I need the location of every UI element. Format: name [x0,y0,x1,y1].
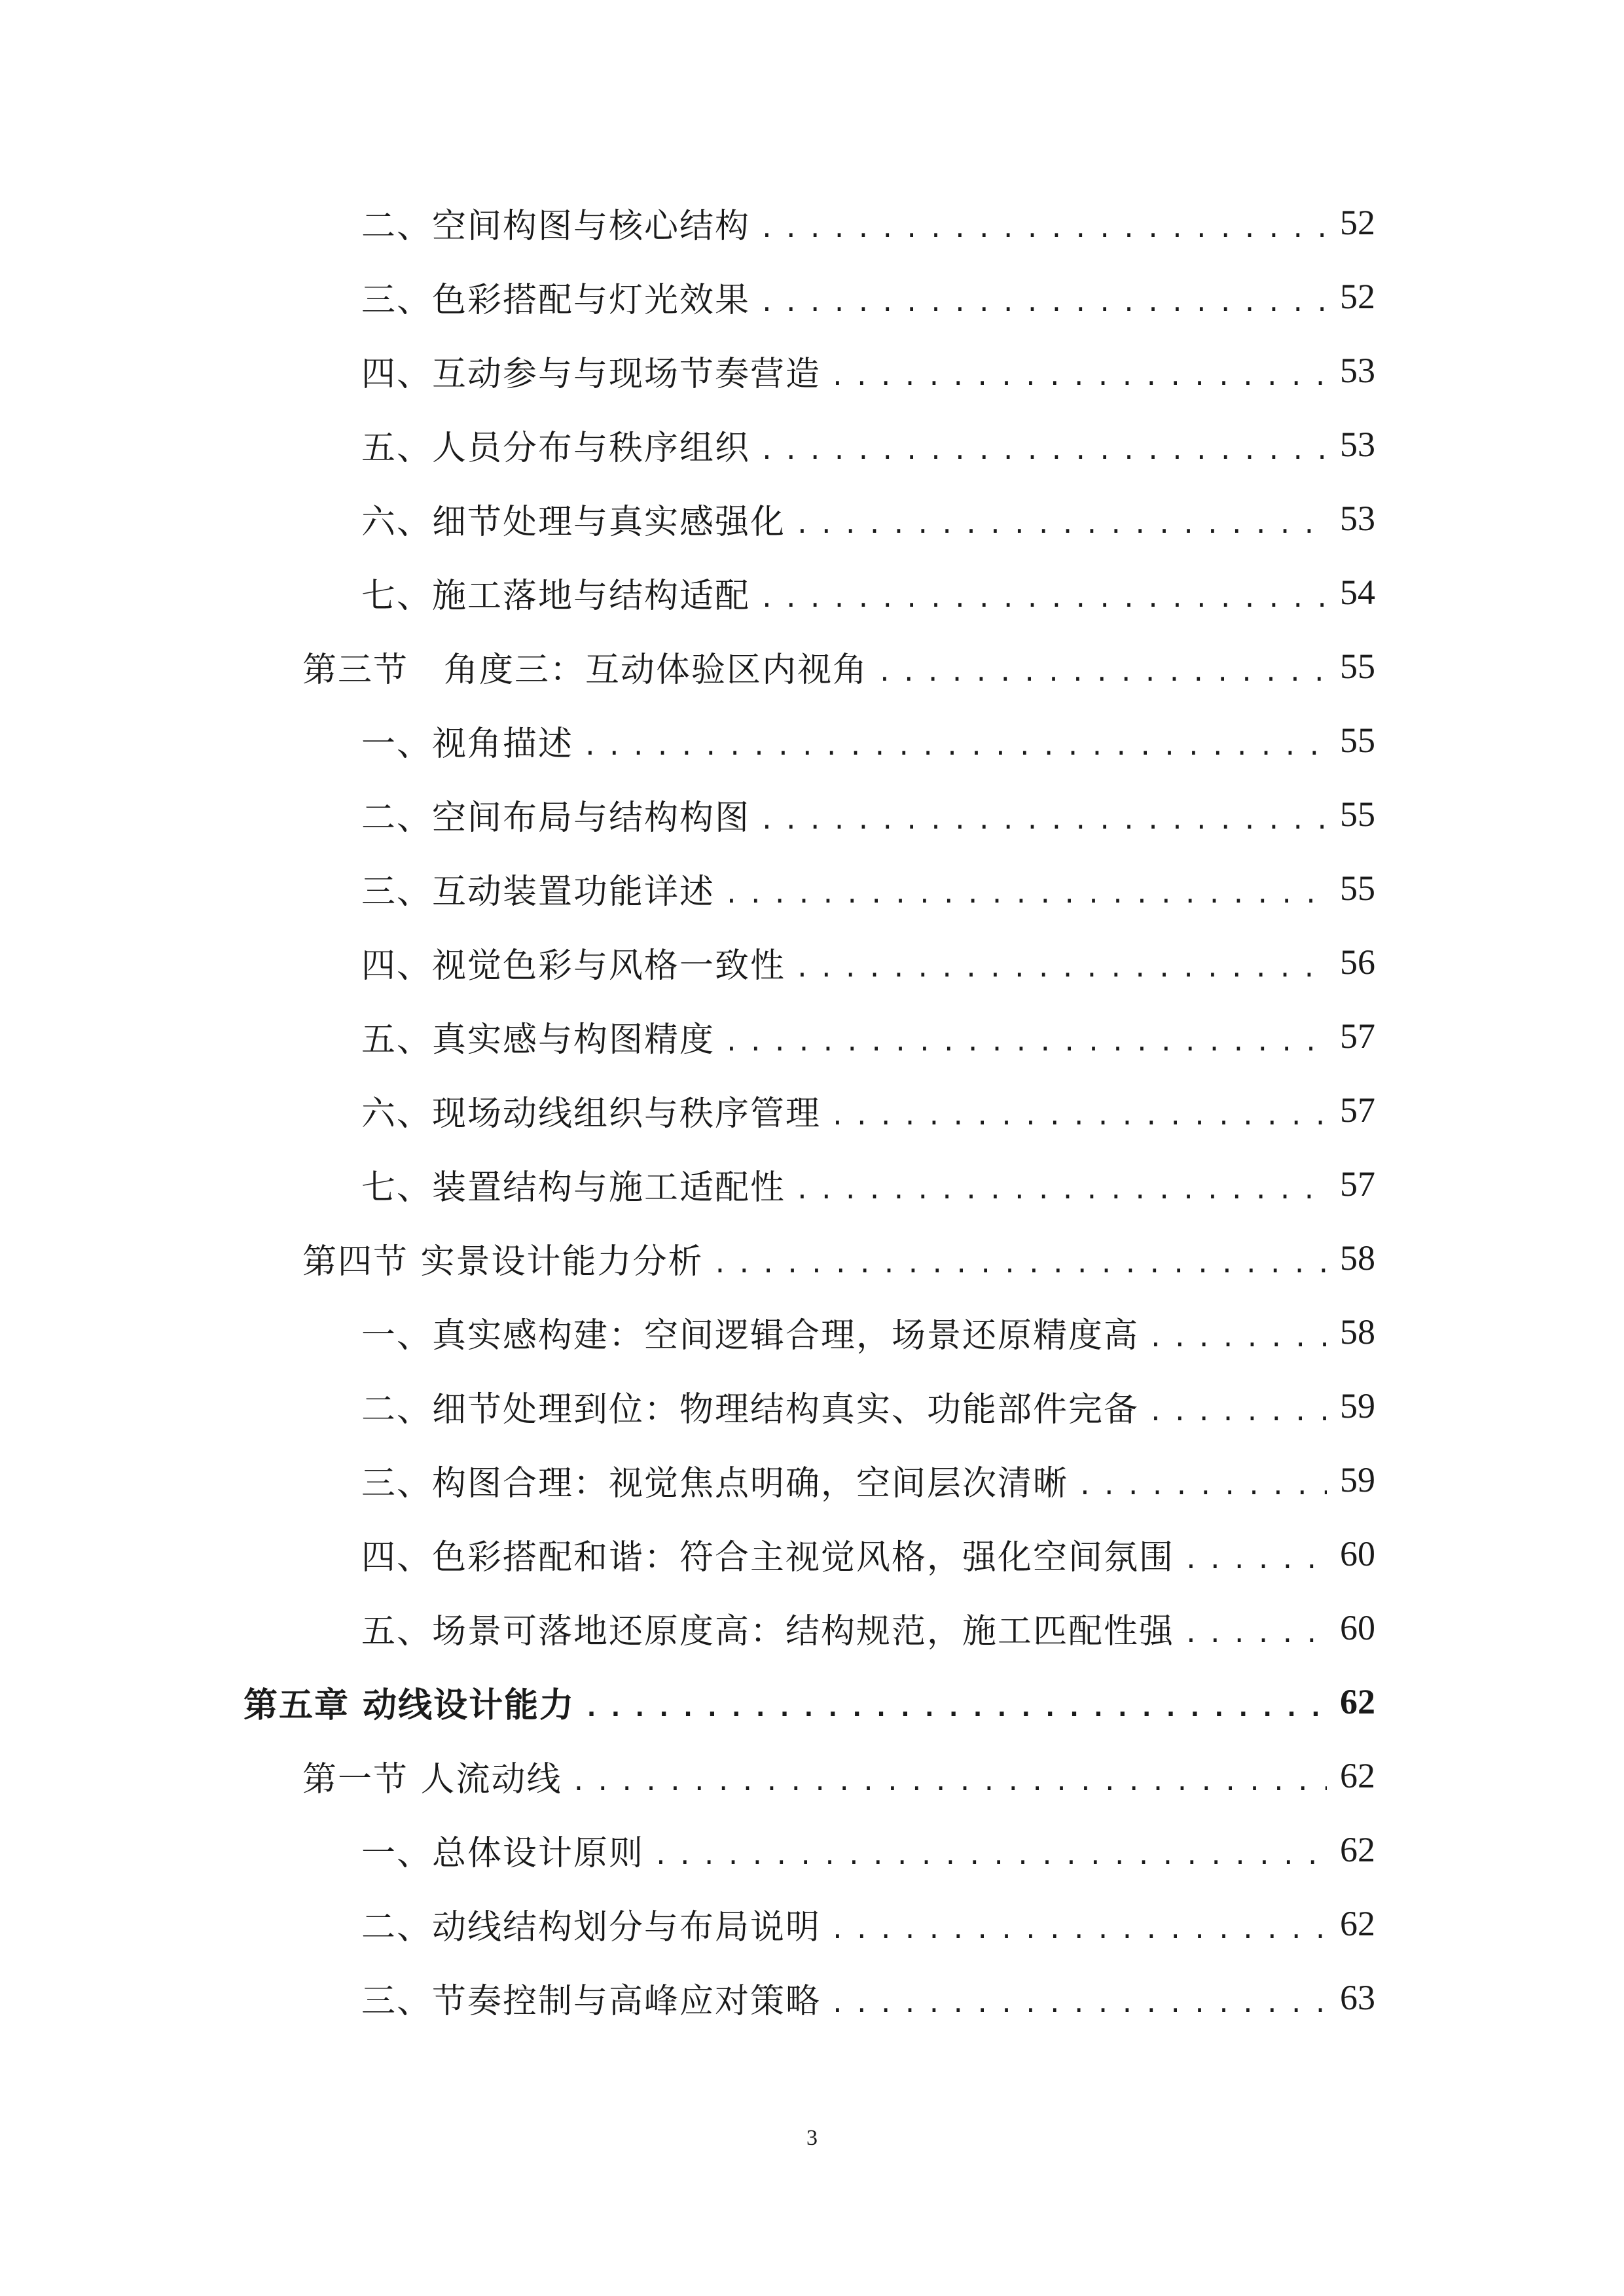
toc-entry-title: 二、动线结构划分与布局说明 [361,1907,821,1947]
toc-entry[interactable] [361,193,1375,252]
toc-entry[interactable] [361,1007,1375,1066]
toc-entry-title: 第四节 实景设计能力分析 [302,1242,704,1282]
toc-entry-title: 一、真实感构建：空间逻辑合理，场景还原精度高 [361,1316,1140,1355]
toc-entry-title: 六、细节处理与真实感强化 [361,502,786,542]
toc-entry-page: 59 [1340,1386,1375,1426]
toc-entry-page: 52 [1340,203,1375,242]
toc-entry-page: 58 [1340,1238,1375,1278]
toc-entry[interactable] [361,1894,1375,1953]
toc-entry-page: 53 [1340,425,1375,464]
toc-entry-page: 53 [1340,351,1375,390]
toc-section-entry[interactable] [302,1746,1375,1805]
dot-leader [759,796,1327,833]
dot-leader [724,1018,1327,1054]
toc-entry[interactable] [361,1820,1375,1879]
toc-entry-page: 63 [1340,1978,1375,2017]
dot-leader [759,204,1327,241]
dot-leader [571,1757,1327,1794]
dot-leader [1148,1314,1327,1350]
toc-entry[interactable] [361,267,1375,326]
toc-entry-title: 四、视觉色彩与风格一致性 [361,946,786,986]
dot-leader [713,1240,1327,1276]
toc-entry[interactable] [361,785,1375,844]
dot-leader [795,500,1327,537]
toc-entry[interactable] [361,1081,1375,1139]
toc-entry-page: 57 [1340,1090,1375,1130]
toc-entry[interactable] [361,1598,1375,1657]
toc-entry-title: 五、真实感与构图精度 [361,1020,715,1060]
toc-entry[interactable] [361,1968,1375,2027]
dot-leader [759,426,1327,463]
dot-leader [830,352,1327,389]
toc-entry-page: 57 [1340,1164,1375,1204]
toc-entry[interactable] [361,1376,1375,1435]
toc-entry[interactable] [361,563,1375,622]
toc-entry[interactable] [361,859,1375,918]
toc-entry-title: 三、节奏控制与高峰应对策略 [361,1981,821,2021]
toc-entry-title: 七、装置结构与施工适配性 [361,1168,786,1208]
dot-leader [1148,1388,1327,1424]
toc-entry-page: 60 [1340,1608,1375,1647]
page-number: 3 [806,2126,818,2150]
toc-entry-page: 52 [1340,277,1375,316]
toc-entry-page: 55 [1340,647,1375,686]
toc-entry-title: 三、构图合理：视觉焦点明确，空间层次清晰 [361,1463,1069,1503]
toc-entry-page: 62 [1340,1682,1375,1721]
toc-entry-title: 四、色彩搭配和谐：符合主视觉风格，强化空间氛围 [361,1537,1175,1577]
toc-entry-page: 55 [1340,869,1375,908]
toc-entry-title: 一、视角描述 [361,724,574,764]
toc-entry-page: 58 [1340,1312,1375,1352]
toc-entry-page: 62 [1340,1756,1375,1795]
toc-entry[interactable] [361,415,1375,474]
toc-entry-page: 62 [1340,1830,1375,1869]
toc-entry-title: 二、空间构图与核心结构 [361,206,751,246]
dot-leader [653,1831,1327,1868]
toc-entry-title: 二、细节处理到位：物理结构真实、功能部件完备 [361,1390,1140,1429]
toc-entry[interactable] [361,1450,1375,1509]
dot-leader [584,1683,1327,1720]
dot-leader [795,944,1327,980]
toc-entry-title: 一、总体设计原则 [361,1833,645,1873]
toc-entry-page: 62 [1340,1904,1375,1943]
toc-entry-page: 55 [1340,721,1375,760]
dot-leader [830,1979,1327,2016]
toc-entry-title: 三、色彩搭配与灯光效果 [361,280,751,320]
toc-section-entry[interactable] [302,637,1375,696]
toc-entry-title: 三、互动装置功能详述 [361,872,715,912]
toc-entry[interactable] [361,1302,1375,1361]
dot-leader [583,722,1327,759]
toc-entry-page: 55 [1340,795,1375,834]
toc-entry[interactable] [361,341,1375,400]
dot-leader [724,870,1327,906]
dot-leader [1077,1462,1327,1498]
toc-entry[interactable] [361,1524,1375,1583]
dot-leader [759,278,1327,315]
dot-leader [877,648,1327,685]
toc-entry-title: 五、人员分布与秩序组织 [361,428,751,468]
dot-leader [1183,1609,1327,1646]
toc-entry-title: 五、场景可落地还原度高：结构规范，施工匹配性强 [361,1611,1175,1651]
toc-entry[interactable] [361,1155,1375,1213]
dot-leader [830,1905,1327,1942]
toc-entry[interactable] [361,489,1375,548]
toc-section-entry[interactable] [302,1229,1375,1287]
toc-entry[interactable] [361,711,1375,770]
toc-entry-page: 59 [1340,1460,1375,1499]
toc-entry-title: 二、空间布局与结构构图 [361,798,751,838]
dot-leader [795,1166,1327,1202]
dot-leader [1183,1535,1327,1572]
toc-entry-page: 60 [1340,1534,1375,1573]
toc-entry-page: 56 [1340,942,1375,982]
toc-entry-title: 六、现场动线组织与秩序管理 [361,1094,821,1134]
dot-leader [830,1092,1327,1128]
dot-leader [759,574,1327,611]
toc-chapter-entry[interactable] [244,1672,1375,1731]
toc-entry-page: 57 [1340,1016,1375,1056]
toc-entry-title: 四、互动参与与现场节奏营造 [361,354,821,394]
toc-entry-title: 第三节 角度三：互动体验区内视角 [302,650,869,690]
toc-entry-title: 第一节 人流动线 [302,1759,562,1799]
toc-entry-page: 54 [1340,573,1375,612]
toc-entry-title: 第五章 动线设计能力 [244,1685,575,1725]
toc-entry-title: 七、施工落地与结构适配 [361,576,751,616]
toc-entry-page: 53 [1340,499,1375,538]
toc-entry[interactable] [361,933,1375,992]
